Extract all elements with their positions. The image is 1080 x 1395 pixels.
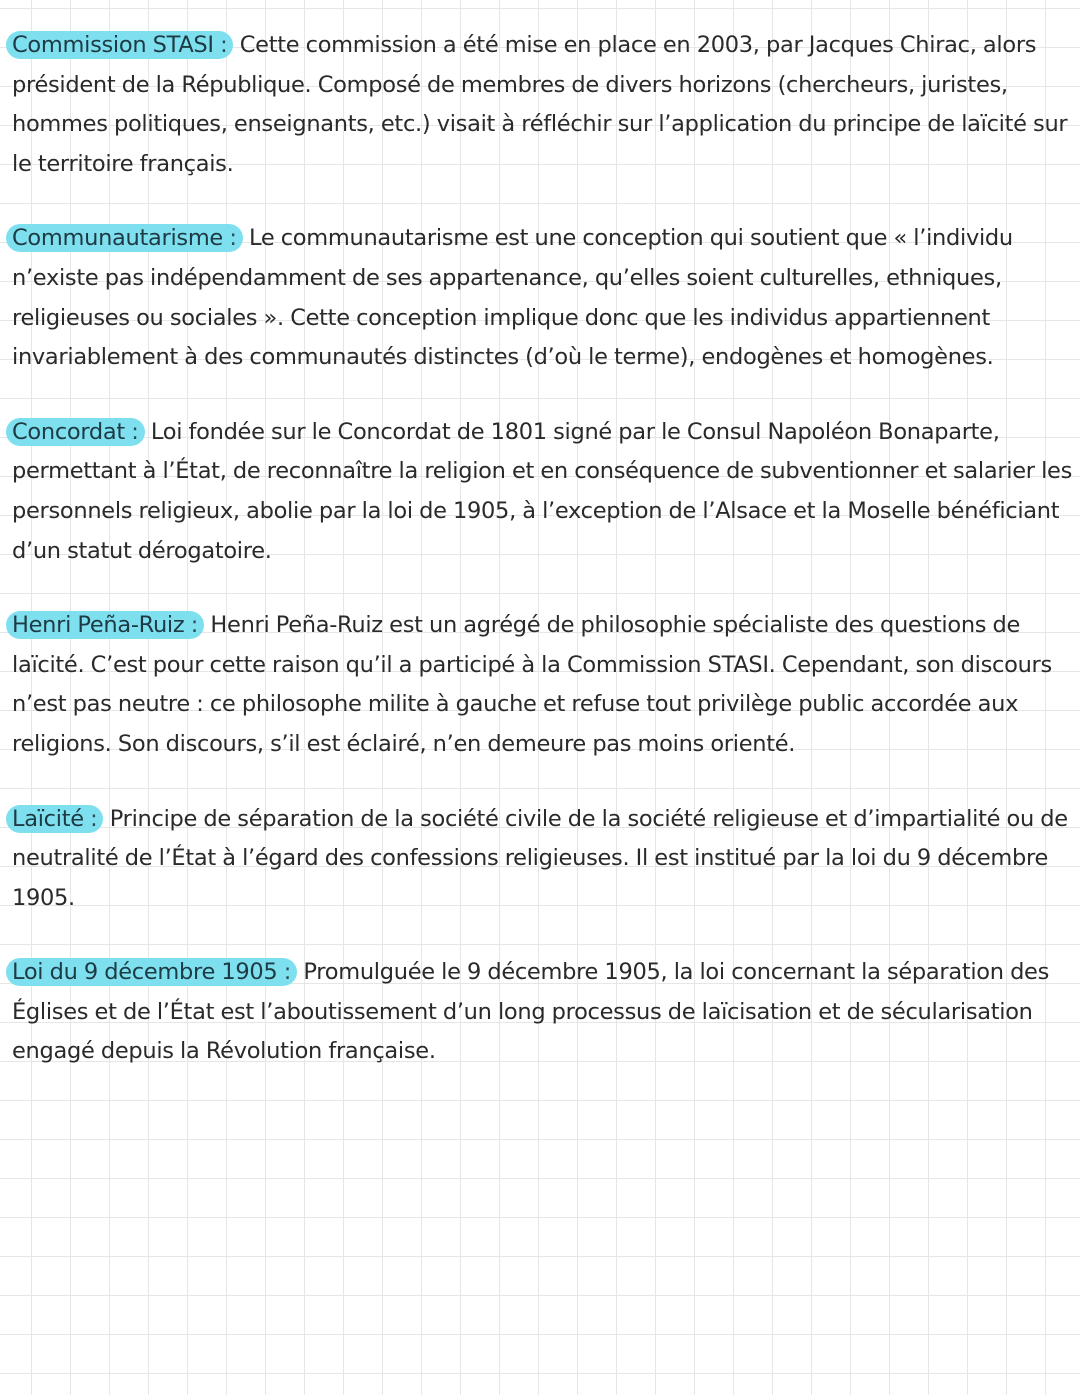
- definition: Principe de séparation de la société civile de la société religieuse et d’impartialité ou de neutralité de l’État à l’égard des confessions religieuses. Il est institué par la loi du 9 décembre 1905.: [12, 805, 1068, 911]
- definition: Promulguée le 9 décembre 1905, la loi concernant la séparation des Églises et de l’État est l’aboutissement d’un long processus de laïcisation et de sécularisation engagé depuis la Révolution française.: [12, 959, 1050, 1065]
- definition: Cette commission a été mise en place en 2003, par Jacques Chirac, alors président de la République. Composé de membres de divers horizons (chercheurs, juristes, hommes politiques, enseignants, etc.) visait à réfléchir sur l’application du principe de laïcité sur le territoire français.: [12, 32, 1068, 177]
- glossary-entry: [12, 26, 1076, 184]
- term-highlight: Concordat :: [6, 418, 145, 446]
- glossary: [12, 26, 1076, 1107]
- term-highlight: Communautarisme :: [6, 224, 243, 252]
- glossary-entry: [12, 219, 1076, 377]
- definition: Loi fondée sur le Concordat de 1801 signé par le Consul Napoléon Bonaparte, permettant à l’État, de reconnaître la religion et en conséquence de subventionner et salarier les personnels religieux, abolie par la loi de 1905, à l’exception de l’Alsace et la Moselle bénéficiant d’un statut dérogatoire.: [12, 418, 1072, 564]
- glossary-entry: [12, 800, 1076, 919]
- glossary-entry: [12, 413, 1076, 571]
- definition: Le communautarisme est une conception qui soutient que « l’individu n’existe pas indépendamment de ses appartenance, qu’elles soient culturelles, ethniques, religieuses ou sociales ». Cette conception implique donc que les individus appartiennent invariablement à des communautés distinctes (d’où le terme), endogènes et homogènes.: [12, 225, 1013, 371]
- glossary-entry: [12, 606, 1076, 764]
- glossary-entry: [12, 953, 1076, 1072]
- term-highlight: Loi du 9 décembre 1905 :: [6, 958, 297, 986]
- term-highlight: Laïcité :: [6, 805, 103, 833]
- term-highlight: Henri Peña-Ruiz :: [6, 611, 204, 639]
- term-highlight: Commission STASI :: [6, 31, 233, 59]
- definition: Henri Peña-Ruiz est un agrégé de philosophie spécialiste des questions de laïcité. C’est pour cette raison qu’il a participé à la Commission STASI. Cependant, son discours n’est pas neutre : ce philosophe milite à gauche et refuse tout privilège public accordée aux religions. Son discours, s’il est éclairé, n’en demeure pas moins orienté.: [12, 612, 1052, 757]
